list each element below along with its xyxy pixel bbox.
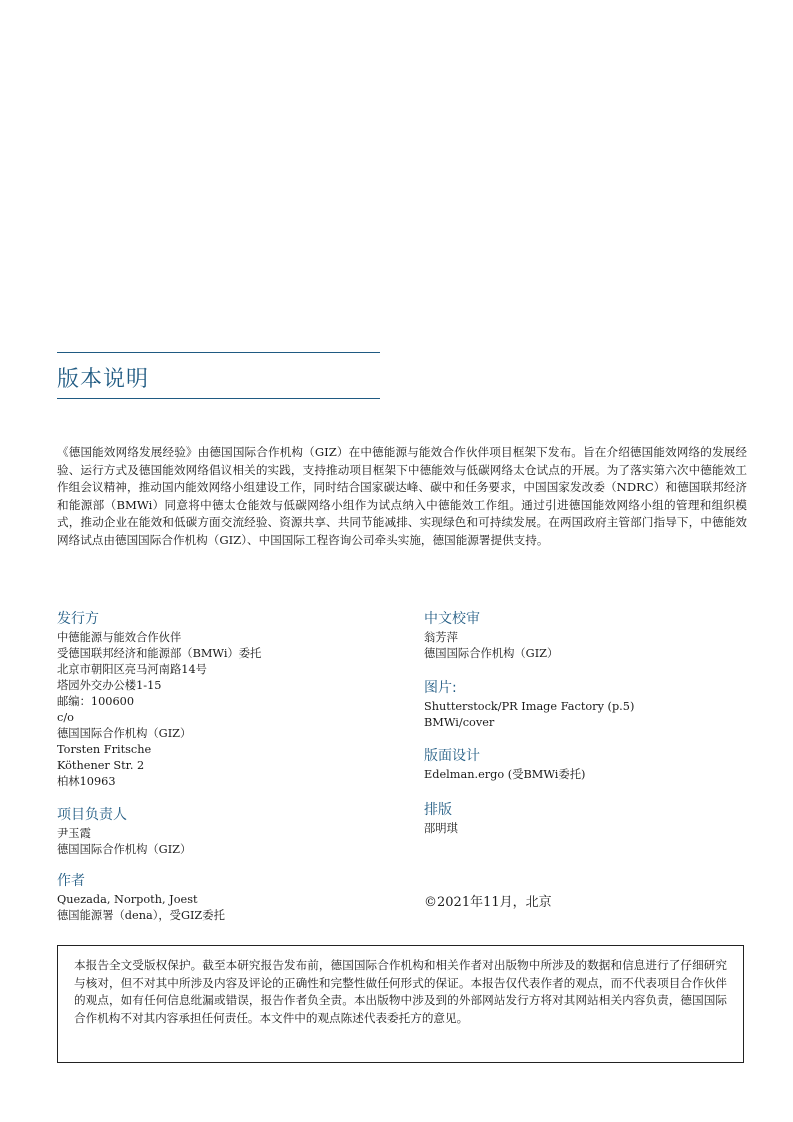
publisher-line: 受德国联邦经济和能源部（BMWi）委托	[57, 647, 262, 660]
publisher-line: 塔园外交办公楼1-15	[57, 679, 162, 692]
proofreading-line: 德国国际合作机构（GIZ）	[424, 647, 559, 660]
authors-label: 作者	[57, 873, 85, 889]
title-rule-top	[57, 352, 380, 353]
publisher-label: 发行方	[57, 611, 99, 627]
images-line: BMWi/cover	[424, 716, 495, 729]
project-lead-label: 项目负责人	[57, 807, 127, 823]
layout-design-section	[424, 747, 754, 783]
publisher-line: 邮编：100600	[57, 695, 135, 708]
images-label: 图片:	[424, 680, 457, 696]
typesetting-section	[424, 801, 754, 837]
title-rule-bottom	[57, 398, 380, 399]
images-line: Shutterstock/PR Image Factory (p.5)	[424, 700, 635, 713]
proofreading-line: 翁芳萍	[424, 631, 458, 644]
copyright-notice-box	[57, 945, 744, 1063]
images-section	[424, 679, 754, 731]
typesetting-line: 邵明琪	[424, 822, 458, 835]
publisher-line: 中德能源与能效合作伙伴	[57, 631, 182, 644]
proofreading-section	[424, 610, 754, 662]
proofreading-label: 中文校审	[424, 611, 480, 627]
typesetting-label: 排版	[424, 802, 452, 818]
project-lead-line: 德国国际合作机构（GIZ）	[57, 843, 192, 856]
page-title: 版本说明	[57, 367, 150, 392]
project-lead-section	[57, 806, 387, 858]
layout-design-line: Edelman.ergo (受BMWi委托)	[424, 768, 586, 781]
publisher-line: 北京市朝阳区亮马河南路14号	[57, 663, 207, 676]
publisher-line: Köthener Str. 2	[57, 759, 145, 772]
layout-design-label: 版面设计	[424, 748, 480, 764]
publisher-line: c/o	[57, 711, 74, 724]
publisher-line: 柏林10963	[57, 775, 116, 788]
project-lead-line: 尹玉霞	[57, 827, 91, 840]
authors-line: Quezada, Norpoth, Joest	[57, 893, 198, 906]
intro-paragraph: 《德国能效网络发展经验》由德国国际合作机构（GIZ）在中德能源与能效合作伙伴项目框架下发布。旨在介绍德国能效网络的发展经验、运行方式及德国能效网络倡议相关的实践，支持推动项目框架下中德能效与低碳网络太仓试点的开展。为了落实第六次中德能效工作组会议精神，推动国内能效网络小组建设工作，同时结合国家碳达峰、碳中和任务要求，中国国家发改委（NDRC）和德国联邦经济和能源部（BMWi）同意将中德太仓能效与低碳网络小组作为试点纳入中德能效工作组。通过引进德国能效网络小组的管理和组织模式，推动企业在能效和低碳方面交流经验、资源共享、共同节能减排、实现绿色和可持续发展。在两国政府主管部门指导下，中德能效网络试点由德国国际合作机构（GIZ）、中国国际工程咨询公司牵头实施，德国能源署提供支持。	[57, 445, 747, 547]
authors-line: 德国能源署（dena），受GIZ委托	[57, 909, 225, 922]
publisher-line: Torsten Fritsche	[57, 743, 152, 756]
copyright-date: ©2021年11月，北京	[424, 895, 552, 910]
copyright-notice-text: 本报告全文受版权保护。截至本研究报告发布前，德国国际合作机构和相关作者对出版物中所涉及的数据和信息进行了仔细研究与核对，但不对其中所涉及内容及评论的正确性和完整性做任何形式的保证。本报告仅代表作者的观点，而不代表项目合作伙伴的观点，如有任何信息纰漏或错误，报告作者负全责。本出版物中涉及到的外部网站发行方将对其网站相关内容负责，德国国际合作机构不对其内容承担任何责任。本文件中的观点陈述代表委托方的意见。	[74, 958, 727, 1025]
publisher-section	[57, 610, 387, 790]
publisher-line: 德国国际合作机构（GIZ）	[57, 727, 192, 740]
authors-section	[57, 872, 387, 924]
